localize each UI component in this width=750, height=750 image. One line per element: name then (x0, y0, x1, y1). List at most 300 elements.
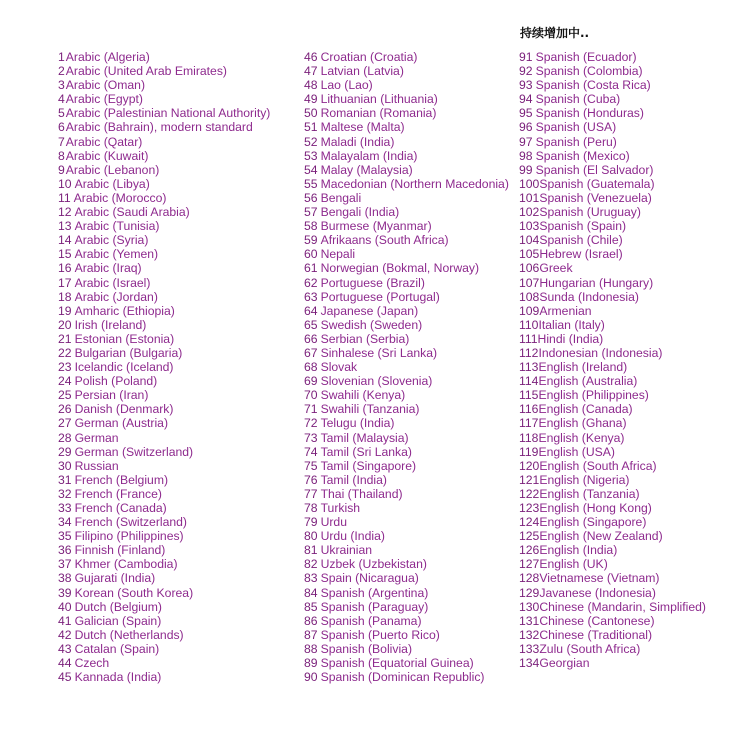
language-name: Serbian (Serbia) (320, 331, 410, 346)
language-name: Spanish (Panama) (320, 613, 422, 628)
language-name: Bulgarian (Bulgaria) (74, 345, 183, 360)
language-name: German (Switzerland) (74, 444, 194, 459)
language-name: Arabic (Yemen) (74, 247, 159, 262)
language-name: Arabic (Morocco) (73, 190, 167, 205)
language-list-item (304, 600, 509, 614)
language-list-item (304, 571, 509, 585)
language-number: 4 (58, 92, 65, 107)
language-name: Maladi (India) (320, 134, 395, 149)
language-name: Spanish (Spain) (539, 219, 627, 234)
language-name: Lithuanian (Lithuania) (320, 92, 438, 107)
language-name: Czech (74, 656, 110, 671)
language-list-item (304, 416, 509, 430)
language-number: 17 (58, 275, 72, 290)
language-list-item (304, 219, 509, 233)
language-list-item (519, 163, 706, 177)
language-name: English (Canada) (538, 402, 633, 417)
language-name: English (Hong Kong) (539, 501, 652, 515)
language-list-item (58, 50, 270, 64)
language-name: Slovenian (Slovenia) (320, 374, 433, 389)
language-list-item (304, 360, 509, 374)
language-name: English (Australia) (538, 374, 638, 389)
language-number: 120 (519, 458, 540, 473)
language-list-item (519, 290, 706, 304)
language-number: 14 (58, 233, 72, 248)
language-list-item (304, 106, 509, 120)
language-number: 32 (58, 486, 72, 501)
language-number: 52 (304, 134, 318, 149)
language-name: Spanish (Equatorial Guinea) (320, 656, 474, 671)
language-number: 102 (519, 205, 540, 220)
language-list-item (519, 276, 706, 290)
language-name: Hebrew (Israel) (539, 247, 623, 262)
language-name: Malay (Malaysia) (320, 162, 413, 177)
language-name: Thai (Thailand) (320, 486, 403, 501)
language-number: 80 (304, 529, 318, 544)
language-list-item (304, 431, 509, 445)
language-name: Arabic (Tunisia) (74, 219, 160, 234)
language-number: 42 (58, 627, 72, 642)
language-name: Turkish (320, 501, 361, 515)
language-name: Japanese (Japan) (320, 303, 419, 318)
language-number: 45 (58, 670, 72, 685)
language-number: 134 (519, 656, 540, 671)
language-number: 15 (58, 247, 72, 262)
language-number: 24 (58, 374, 72, 389)
language-name: Arabic (United Arab Emirates) (65, 64, 227, 79)
language-name: Hindi (India) (537, 331, 604, 346)
language-number: 75 (304, 458, 318, 473)
language-name: Portuguese (Brazil) (320, 275, 425, 290)
language-list-item (58, 92, 270, 106)
language-list-item (58, 628, 270, 642)
language-name: English (Kenya) (538, 430, 625, 445)
language-list-item (519, 431, 706, 445)
language-list-item (58, 416, 270, 430)
language-list-item (519, 92, 706, 106)
language-name: Lao (Lao) (320, 78, 373, 93)
language-list-item (519, 600, 706, 614)
language-list-item (58, 501, 270, 515)
language-list-item (519, 304, 706, 318)
language-number: 56 (304, 190, 318, 205)
language-name: Arabic (Oman) (65, 78, 146, 93)
language-name: Spanish (Costa Rica) (535, 78, 651, 93)
language-name: Arabic (Iraq) (74, 261, 142, 276)
language-number: 48 (304, 78, 318, 93)
language-name: English (Tanzania) (539, 486, 640, 501)
language-name: Sinhalese (Sri Lanka) (320, 345, 438, 360)
language-number: 126 (519, 543, 540, 558)
language-number: 35 (58, 529, 72, 544)
language-name: German (Austria) (74, 416, 169, 431)
language-list-item (58, 529, 270, 543)
language-name: Galician (Spain) (74, 613, 162, 628)
language-number: 95 (519, 106, 533, 121)
language-number: 83 (304, 571, 318, 586)
language-name: Spanish (Cuba) (535, 92, 621, 107)
language-name: Arabic (Saudi Arabia) (74, 205, 190, 220)
language-list-item (58, 346, 270, 360)
language-name: Bengali (India) (320, 205, 400, 220)
language-number: 50 (304, 106, 318, 121)
language-list-item (58, 614, 270, 628)
language-number: 13 (58, 219, 72, 234)
language-list-item (304, 515, 509, 529)
language-list-item (58, 163, 270, 177)
language-name: Icelandic (Iceland) (74, 360, 174, 375)
language-list-item (304, 388, 509, 402)
language-list-item (58, 304, 270, 318)
language-number: 23 (58, 360, 72, 375)
language-name: Macedonian (Northern Macedonia) (320, 176, 509, 191)
language-number: 27 (58, 416, 72, 431)
language-name: English (USA) (538, 444, 615, 459)
language-list-item (58, 233, 270, 247)
language-list-item (304, 247, 509, 261)
language-name: Dutch (Belgium) (74, 599, 162, 614)
language-number: 111 (519, 331, 538, 346)
language-list-item (519, 191, 706, 205)
language-name: Spanish (Guatemala) (539, 176, 655, 191)
language-number: 131 (519, 613, 540, 628)
language-name: Hungarian (Hungary) (539, 275, 654, 290)
language-list-item (519, 586, 706, 600)
language-number: 91 (519, 50, 533, 64)
language-name: Nepali (320, 247, 356, 262)
language-list-item (519, 332, 706, 346)
language-name: Spanish (Puerto Rico) (320, 627, 440, 642)
language-number: 64 (304, 303, 318, 318)
language-name: Uzbek (Uzbekistan) (320, 557, 427, 572)
language-number: 49 (304, 92, 318, 107)
language-name: Norwegian (Bokmal, Norway) (320, 261, 480, 276)
language-number: 29 (58, 444, 72, 459)
language-number: 55 (304, 176, 318, 191)
language-number: 16 (58, 261, 72, 276)
language-number: 51 (304, 120, 318, 135)
language-number: 19 (58, 303, 72, 318)
language-list-item (58, 459, 270, 473)
language-list-item (304, 276, 509, 290)
language-number: 5 (58, 106, 65, 121)
language-number: 98 (519, 148, 533, 163)
language-number: 26 (58, 402, 72, 417)
language-number: 62 (304, 275, 318, 290)
language-number: 33 (58, 501, 72, 515)
language-list-item (58, 656, 270, 670)
language-number: 58 (304, 219, 318, 234)
language-number: 46 (304, 50, 318, 64)
language-list-item (58, 402, 270, 416)
language-list-item (519, 402, 706, 416)
language-number: 81 (304, 543, 318, 558)
language-column-1 (58, 50, 270, 684)
language-number: 110 (519, 317, 539, 332)
language-list-item (58, 473, 270, 487)
language-list-item (304, 304, 509, 318)
language-list-item (519, 120, 706, 134)
language-number: 21 (58, 331, 72, 346)
language-number: 63 (304, 289, 318, 304)
language-list-item (58, 120, 270, 134)
language-list-item (304, 557, 509, 571)
language-name: French (Switzerland) (74, 515, 187, 530)
language-number: 93 (519, 78, 533, 93)
language-list-item (304, 318, 509, 332)
language-list-item (58, 219, 270, 233)
language-list-item (519, 149, 706, 163)
language-name: Tamil (Sri Lanka) (320, 444, 412, 459)
language-name: Arabic (Qatar) (65, 134, 143, 149)
language-name: Sunda (Indonesia) (539, 289, 639, 304)
language-number: 113 (519, 360, 539, 375)
language-list-item (304, 233, 509, 247)
language-list-item (519, 628, 706, 642)
language-list-item (519, 50, 706, 64)
language-name: Chinese (Traditional) (539, 627, 653, 642)
language-number: 72 (304, 416, 318, 431)
language-name: Arabic (Libya) (74, 176, 150, 191)
language-list-item (519, 543, 706, 557)
language-number: 68 (304, 360, 318, 375)
language-number: 130 (519, 599, 540, 614)
language-name: Khmer (Cambodia) (74, 557, 178, 572)
language-name: French (Belgium) (74, 472, 169, 487)
language-list-item (304, 670, 509, 684)
language-name: Irish (Ireland) (74, 317, 147, 332)
language-number: 90 (304, 670, 318, 685)
language-number: 104 (519, 233, 540, 248)
language-list-item (304, 50, 509, 64)
language-name: Arabic (Kuwait) (65, 148, 149, 163)
language-number: 66 (304, 331, 318, 346)
language-number: 2 (58, 64, 65, 79)
language-number: 60 (304, 247, 318, 262)
language-name: Spanish (USA) (535, 120, 617, 135)
language-list-item (519, 515, 706, 529)
language-number: 74 (304, 444, 318, 459)
language-list-item (519, 487, 706, 501)
language-number: 82 (304, 557, 318, 572)
language-number: 132 (519, 627, 540, 642)
language-name: Catalan (Spain) (74, 641, 160, 656)
language-number: 31 (58, 472, 72, 487)
language-name: Telugu (India) (320, 416, 395, 431)
language-name: Persian (Iran) (74, 388, 149, 403)
language-number: 108 (519, 289, 540, 304)
language-name: English (India) (539, 543, 618, 558)
language-name: Spanish (Argentina) (320, 585, 429, 600)
language-list-item (58, 515, 270, 529)
language-name: Dutch (Netherlands) (74, 627, 184, 642)
language-list-item (304, 459, 509, 473)
language-name: Spanish (El Salvador) (535, 162, 654, 177)
language-name: Spain (Nicaragua) (320, 571, 419, 586)
language-list-item (519, 261, 706, 275)
language-number: 61 (304, 261, 318, 276)
language-list-item (519, 445, 706, 459)
language-number: 123 (519, 501, 540, 515)
language-number: 20 (58, 317, 72, 332)
language-number: 128 (519, 571, 540, 586)
language-list-item (304, 135, 509, 149)
language-list-item (304, 163, 509, 177)
language-name: Finnish (Finland) (74, 543, 166, 558)
language-number: 117 (519, 416, 539, 431)
language-number: 47 (304, 64, 318, 79)
language-list-item (304, 261, 509, 275)
language-number: 88 (304, 641, 318, 656)
language-number: 77 (304, 486, 318, 501)
language-name: Spanish (Paraguay) (320, 599, 429, 614)
continuously-adding-note: 持续增加中.. (520, 26, 590, 40)
language-list-item (519, 416, 706, 430)
language-number: 118 (519, 430, 539, 445)
language-name: Javanese (Indonesia) (539, 585, 656, 600)
language-number: 1 (58, 50, 65, 64)
language-number: 79 (304, 515, 318, 530)
language-name: Burmese (Myanmar) (320, 219, 432, 234)
language-number: 8 (58, 148, 65, 163)
language-list-item (304, 529, 509, 543)
language-list-item (519, 529, 706, 543)
language-name: Arabic (Israel) (74, 275, 151, 290)
language-number: 73 (304, 430, 318, 445)
language-name: English (UK) (539, 557, 608, 572)
language-name: Arabic (Lebanon) (65, 162, 160, 177)
language-name: Indonesian (Indonesia) (538, 345, 663, 360)
language-list-item (304, 177, 509, 191)
language-name: Slovak (320, 360, 358, 375)
language-name: Spanish (Bolivia) (320, 641, 413, 656)
language-name: Danish (Denmark) (74, 402, 174, 417)
language-name: Portuguese (Portugal) (320, 289, 440, 304)
language-number: 78 (304, 501, 318, 515)
language-name: German (74, 430, 119, 445)
language-number: 70 (304, 388, 318, 403)
language-name: Gujarati (India) (74, 571, 156, 586)
language-list-item (519, 247, 706, 261)
language-number: 96 (519, 120, 533, 135)
language-number: 121 (519, 472, 540, 487)
language-list-item (58, 431, 270, 445)
language-number: 127 (519, 557, 540, 572)
language-list-item (519, 374, 706, 388)
language-name: French (France) (74, 486, 162, 501)
language-name: Croatian (Croatia) (320, 50, 418, 64)
language-name: Bengali (320, 190, 362, 205)
language-list-item (58, 177, 270, 191)
language-list-item (519, 318, 706, 332)
language-number: 87 (304, 627, 318, 642)
language-number: 125 (519, 529, 540, 544)
language-name: Arabic (Syria) (74, 233, 149, 248)
language-number: 39 (58, 585, 72, 600)
language-list-item (58, 106, 270, 120)
language-list-item (304, 628, 509, 642)
language-list-item (58, 332, 270, 346)
language-number: 53 (304, 148, 318, 163)
language-list-item (304, 614, 509, 628)
language-list-item (58, 388, 270, 402)
language-list-item (58, 135, 270, 149)
language-number: 116 (519, 402, 539, 417)
language-number: 44 (58, 656, 72, 671)
language-name: Tamil (India) (320, 472, 387, 487)
language-list-item (58, 374, 270, 388)
language-number: 59 (304, 233, 318, 248)
language-name: Vietnamese (Vietnam) (539, 571, 660, 586)
language-number: 86 (304, 613, 318, 628)
language-number: 38 (58, 571, 72, 586)
language-name: English (Nigeria) (539, 472, 630, 487)
language-list-item (58, 557, 270, 571)
language-list-item (304, 92, 509, 106)
language-list-item (304, 205, 509, 219)
language-number: 37 (58, 557, 72, 572)
language-list-item (519, 106, 706, 120)
language-list-item (304, 374, 509, 388)
language-list-item (519, 656, 706, 670)
language-name: English (South Africa) (539, 458, 657, 473)
language-number: 25 (58, 388, 72, 403)
language-number: 22 (58, 345, 72, 360)
language-number: 122 (519, 486, 540, 501)
language-name: Latvian (Latvia) (320, 64, 404, 79)
language-name: Kannada (India) (74, 670, 162, 685)
language-name: Georgian (539, 656, 590, 671)
language-number: 12 (58, 205, 72, 220)
language-list-item (519, 177, 706, 191)
language-number: 28 (58, 430, 72, 445)
language-list-item (304, 120, 509, 134)
language-list-item (304, 543, 509, 557)
language-list-item (58, 445, 270, 459)
language-name: Swahili (Tanzania) (320, 402, 420, 417)
language-list-item (304, 501, 509, 515)
language-name: Urdu (India) (320, 529, 385, 544)
language-number: 100 (519, 176, 540, 191)
language-number: 65 (304, 317, 318, 332)
language-list-item (58, 642, 270, 656)
language-list-item (58, 318, 270, 332)
language-name: Romanian (Romania) (320, 106, 437, 121)
language-number: 54 (304, 162, 318, 177)
language-number: 94 (519, 92, 533, 107)
language-number: 112 (519, 345, 539, 360)
language-name: English (Philippines) (538, 388, 649, 403)
language-list-item (304, 402, 509, 416)
language-list-item (304, 346, 509, 360)
language-list-item (519, 642, 706, 656)
language-name: English (Singapore) (539, 515, 647, 530)
language-list-item (304, 332, 509, 346)
language-number: 84 (304, 585, 318, 600)
language-name: Spanish (Colombia) (535, 64, 643, 79)
language-list-item (519, 219, 706, 233)
language-list-item (519, 205, 706, 219)
language-name: Armenian (539, 303, 592, 318)
language-number: 36 (58, 543, 72, 558)
language-number: 10 (58, 176, 72, 191)
language-number: 7 (58, 134, 65, 149)
language-name: Malayalam (India) (320, 148, 418, 163)
language-number: 133 (519, 641, 540, 656)
language-list-item (304, 586, 509, 600)
language-list-item (304, 445, 509, 459)
language-name: Tamil (Malaysia) (320, 430, 409, 445)
